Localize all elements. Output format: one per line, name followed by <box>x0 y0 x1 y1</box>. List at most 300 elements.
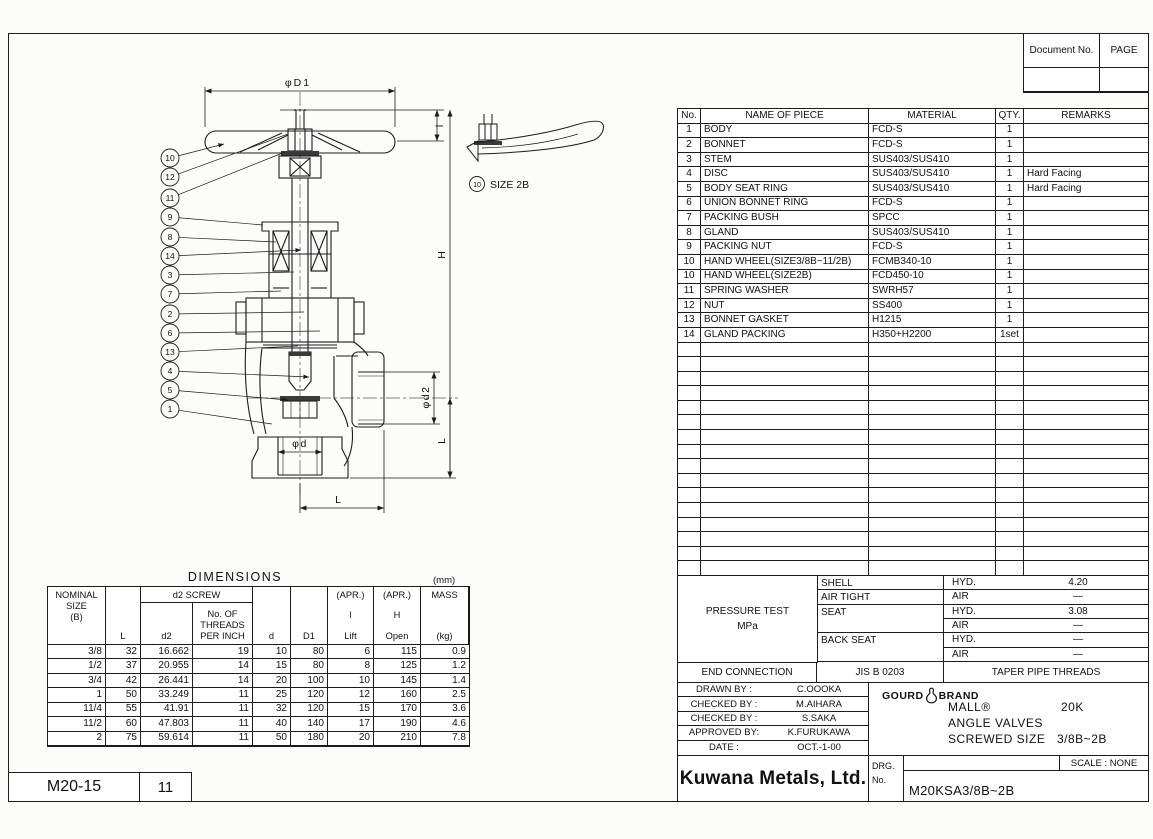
balloon-number: 13 <box>165 347 175 357</box>
signature-value: K.FURUKAWA <box>787 727 851 739</box>
balloon-number: 1 <box>167 404 173 414</box>
parts-empty-name <box>701 415 869 430</box>
parts-empty-no <box>678 430 701 445</box>
signature-row <box>678 726 868 740</box>
parts-cell-qty: 1 <box>996 313 1024 328</box>
parts-empty-name <box>701 459 869 474</box>
dims-cell: 8 <box>328 659 374 673</box>
parts-cell-remarks <box>1024 328 1148 343</box>
parts-empty-remarks <box>1024 474 1148 489</box>
dims-cell: 12 <box>328 688 374 702</box>
pressure-value: 4.20 <box>1068 577 1088 589</box>
parts-empty-qty <box>996 532 1024 547</box>
parts-empty-name <box>701 503 869 518</box>
parts-empty-no <box>678 372 701 387</box>
parts-cell-name: GLAND <box>701 226 869 241</box>
parts-cell-qty: 1 <box>996 211 1024 226</box>
brand-type: ANGLE VALVES <box>948 716 1043 730</box>
parts-empty-material <box>869 488 996 503</box>
signature-row <box>678 712 868 726</box>
dims-cell: 11/4 <box>48 703 106 717</box>
balloon-number: 11 <box>165 193 175 203</box>
pressure-value: — <box>1073 634 1083 646</box>
dims-cell: 11 <box>193 732 253 746</box>
parts-cell-no: 9 <box>678 240 701 255</box>
scale-label: SCALE : NONE <box>1059 756 1148 770</box>
parts-empty-material <box>869 518 996 533</box>
parts-cell-qty: 1 <box>996 124 1024 139</box>
parts-empty-no <box>678 401 701 416</box>
parts-list-table <box>677 108 1149 577</box>
header-open: (APR.) H Open <box>374 587 421 645</box>
parts-cell-remarks <box>1024 255 1148 270</box>
parts-header-qty: QTY. <box>996 109 1024 124</box>
parts-empty-no <box>678 386 701 401</box>
balloon-leader <box>179 391 288 400</box>
parts-empty-remarks <box>1024 415 1148 430</box>
dims-cell: 80 <box>291 659 328 673</box>
signature-label: APPROVED BY: <box>688 727 760 739</box>
balloon-number: 2 <box>167 309 173 319</box>
parts-cell-material: SUS403/SUS410 <box>869 226 996 241</box>
dims-cell: 11/2 <box>48 717 106 731</box>
parts-empty-qty <box>996 372 1024 387</box>
header-d: d <box>253 587 291 645</box>
pressure-value-row <box>944 576 1148 590</box>
brand-size-label: SCREWED SIZE <box>948 732 1046 746</box>
parts-empty-no <box>678 415 701 430</box>
dimensions-unit: (mm) <box>433 575 456 586</box>
dims-cell: 2 <box>48 732 106 746</box>
balloon-leader <box>179 331 320 333</box>
balloon-number: 3 <box>167 270 173 280</box>
parts-cell-qty: 1 <box>996 197 1024 212</box>
dims-cell: 120 <box>291 703 328 717</box>
parts-cell-material: SWRH57 <box>869 284 996 299</box>
dims-cell: 11 <box>193 688 253 702</box>
parts-empty-no <box>678 343 701 358</box>
header-d2: d2 <box>141 603 193 645</box>
signature-value: M.AIHARA <box>796 698 842 710</box>
dims-cell: 20 <box>253 674 291 688</box>
size2b-note <box>470 177 530 192</box>
pressure-value-row <box>944 590 1148 604</box>
balloon-leader <box>179 218 263 225</box>
parts-empty-no <box>678 503 701 518</box>
parts-cell-remarks <box>1024 124 1148 139</box>
balloon-number: 8 <box>167 232 173 242</box>
gourd-icon <box>925 687 938 704</box>
dims-cell: 3.6 <box>421 703 469 717</box>
parts-cell-name: HAND WHEEL(SIZE3/8B~11/2B) <box>701 255 869 270</box>
drg-label-line1: DRG. <box>872 761 895 771</box>
dims-cell: 75 <box>106 732 141 746</box>
dims-cell: 59.614 <box>141 732 193 746</box>
parts-empty-remarks <box>1024 430 1148 445</box>
parts-empty-qty <box>996 459 1024 474</box>
dimensions-table <box>47 586 470 747</box>
balloon-leader <box>178 134 288 174</box>
dims-cell: 26.441 <box>141 674 193 688</box>
balloon-number: 12 <box>165 172 175 182</box>
parts-cell-name: BODY SEAT RING <box>701 182 869 197</box>
parts-empty-no <box>678 518 701 533</box>
dim-label-d: φd <box>292 438 308 450</box>
parts-cell-qty: 1set <box>996 328 1024 343</box>
dims-cell: 11 <box>193 703 253 717</box>
dims-cell: 47.803 <box>141 717 193 731</box>
document-no-value <box>1024 68 1100 92</box>
parts-cell-qty: 1 <box>996 270 1024 285</box>
dims-cell: 3/8 <box>48 645 106 659</box>
end-connection-label: END CONNECTION <box>678 662 817 683</box>
brand-logo-right: BRAND <box>938 689 980 702</box>
dims-cell: 50 <box>253 732 291 746</box>
parts-empty-name <box>701 343 869 358</box>
dims-cell: 50 <box>106 688 141 702</box>
dims-cell: 7.8 <box>421 732 469 746</box>
pressure-value: — <box>1073 620 1083 632</box>
size2b-balloon-number: 10 <box>473 181 481 189</box>
parts-cell-name: BONNET GASKET <box>701 313 869 328</box>
parts-empty-qty <box>996 503 1024 518</box>
parts-cell-name: BODY <box>701 124 869 139</box>
balloon-leader <box>179 312 304 314</box>
parts-cell-qty: 1 <box>996 240 1024 255</box>
brand-area <box>869 683 1148 755</box>
parts-cell-remarks <box>1024 197 1148 212</box>
signature-label: CHECKED BY : <box>690 712 758 724</box>
pressure-test-block <box>677 575 1149 684</box>
parts-cell-material: SUS403/SUS410 <box>869 182 996 197</box>
pressure-medium: AIR <box>952 620 969 632</box>
parts-empty-remarks <box>1024 532 1148 547</box>
balloon-leader <box>179 291 281 294</box>
signature-row <box>678 741 868 755</box>
test-backseat: BACK SEAT <box>817 633 944 662</box>
parts-empty-material <box>869 372 996 387</box>
parts-empty-name <box>701 518 869 533</box>
valve-drawing <box>0 55 670 530</box>
parts-cell-name: UNION BONNET RING <box>701 197 869 212</box>
parts-empty-material <box>869 343 996 358</box>
parts-empty-no <box>678 357 701 372</box>
end-connection-standard: JIS B 0203 <box>817 662 944 683</box>
dims-cell: 20 <box>328 732 374 746</box>
parts-cell-no: 5 <box>678 182 701 197</box>
parts-cell-material: H350+H2200 <box>869 328 996 343</box>
parts-empty-qty <box>996 488 1024 503</box>
parts-cell-remarks <box>1024 299 1148 314</box>
parts-empty-name <box>701 474 869 489</box>
parts-empty-remarks <box>1024 561 1148 576</box>
parts-cell-name: SPRING WASHER <box>701 284 869 299</box>
dims-cell: 10 <box>328 674 374 688</box>
parts-empty-material <box>869 415 996 430</box>
parts-empty-material <box>869 430 996 445</box>
parts-empty-name <box>701 561 869 576</box>
pressure-value-row <box>944 619 1148 633</box>
parts-cell-material: SS400 <box>869 299 996 314</box>
dims-cell: 14 <box>193 674 253 688</box>
pressure-test-title: PRESSURE TEST <box>705 606 790 617</box>
parts-cell-no: 10 <box>678 255 701 270</box>
document-no-label: Document No. <box>1024 34 1100 68</box>
balloon-leader <box>178 152 285 195</box>
signature-value: C.OOOKA <box>796 684 842 696</box>
parts-empty-name <box>701 401 869 416</box>
balloon-number: 7 <box>167 289 173 299</box>
pressure-medium: AIR <box>952 648 969 660</box>
parts-empty-no <box>678 445 701 460</box>
pressure-medium: AIR <box>952 591 969 603</box>
parts-empty-remarks <box>1024 518 1148 533</box>
dims-cell: 1 <box>48 688 106 702</box>
pressure-value-row <box>944 605 1148 619</box>
parts-empty-qty <box>996 518 1024 533</box>
pressure-value: 3.08 <box>1068 605 1088 617</box>
balloon-number: 10 <box>165 153 175 163</box>
parts-empty-remarks <box>1024 357 1148 372</box>
parts-cell-qty: 1 <box>996 182 1024 197</box>
parts-cell-remarks <box>1024 153 1148 168</box>
parts-empty-material <box>869 357 996 372</box>
parts-empty-remarks <box>1024 459 1148 474</box>
dim-label-d1: φD1 <box>284 77 312 89</box>
dims-cell: 42 <box>106 674 141 688</box>
dims-cell: 0.9 <box>421 645 469 659</box>
drg-no-label <box>869 756 904 801</box>
parts-cell-no: 4 <box>678 167 701 182</box>
parts-cell-no: 13 <box>678 313 701 328</box>
dims-cell: 55 <box>106 703 141 717</box>
parts-empty-no <box>678 532 701 547</box>
parts-empty-name <box>701 372 869 387</box>
parts-empty-material <box>869 503 996 518</box>
balloon-number: 5 <box>167 385 173 395</box>
dims-cell: 2.5 <box>421 688 469 702</box>
balloon-number: 4 <box>167 366 173 376</box>
parts-empty-qty <box>996 343 1024 358</box>
pressure-value-row <box>944 648 1148 662</box>
dims-cell: 25 <box>253 688 291 702</box>
dim-label-height: H <box>436 251 448 259</box>
parts-empty-name <box>701 547 869 562</box>
dim-label-l-side: L <box>436 438 448 444</box>
balloon-leader <box>179 272 294 275</box>
dims-cell: 180 <box>291 732 328 746</box>
title-block <box>677 682 1149 802</box>
dim-label-lift: l <box>434 124 446 128</box>
parts-empty-qty <box>996 430 1024 445</box>
parts-cell-remarks <box>1024 270 1148 285</box>
signature-row <box>678 683 868 697</box>
parts-cell-qty: 1 <box>996 284 1024 299</box>
parts-header-name: NAME OF PIECE <box>701 109 869 124</box>
dims-cell: 4.6 <box>421 717 469 731</box>
parts-cell-material: SUS403/SUS410 <box>869 167 996 182</box>
dims-cell: 100 <box>291 674 328 688</box>
parts-cell-name: PACKING BUSH <box>701 211 869 226</box>
parts-empty-material <box>869 532 996 547</box>
drawing-number: M20KSA3/8B~2B <box>909 783 1015 798</box>
dims-cell: 120 <box>291 688 328 702</box>
parts-empty-qty <box>996 547 1024 562</box>
parts-cell-qty: 1 <box>996 138 1024 153</box>
dims-cell: 41.91 <box>141 703 193 717</box>
parts-empty-material <box>869 445 996 460</box>
balloon-number: 9 <box>167 212 173 222</box>
pressure-test-unit: MPa <box>737 621 758 632</box>
parts-empty-no <box>678 488 701 503</box>
parts-cell-material: FCD-S <box>869 197 996 212</box>
pressure-test-values <box>944 576 1148 662</box>
parts-header-remarks: REMARKS <box>1024 109 1148 124</box>
size2b-handwheel-view <box>467 114 603 161</box>
brand-rating: 20K <box>1061 700 1084 714</box>
dims-cell: 11 <box>193 717 253 731</box>
dims-cell: 190 <box>374 717 421 731</box>
dims-cell: 40 <box>253 717 291 731</box>
body-seat-ring <box>280 396 320 401</box>
signature-label: DATE : <box>709 742 739 754</box>
parts-empty-remarks <box>1024 445 1148 460</box>
pressure-value-row <box>944 633 1148 647</box>
page-label: PAGE <box>1100 34 1148 68</box>
header-D1: D1 <box>291 587 328 645</box>
parts-cell-material: H1215 <box>869 313 996 328</box>
page-value <box>1100 68 1148 92</box>
parts-cell-no: 2 <box>678 138 701 153</box>
header-threads: No. OF THREADS PER INCH <box>193 603 253 645</box>
pressure-value: — <box>1073 591 1083 603</box>
parts-empty-qty <box>996 357 1024 372</box>
brand-logo-left: GOURD <box>882 689 924 702</box>
parts-cell-name: DISC <box>701 167 869 182</box>
parts-empty-qty <box>996 386 1024 401</box>
pressure-value: — <box>1073 648 1083 660</box>
parts-cell-name: HAND WHEEL(SIZE2B) <box>701 270 869 285</box>
parts-empty-no <box>678 474 701 489</box>
parts-cell-no: 11 <box>678 284 701 299</box>
dims-cell: 20.955 <box>141 659 193 673</box>
parts-empty-remarks <box>1024 488 1148 503</box>
parts-header-no: No. <box>678 109 701 124</box>
pressure-medium: HYD. <box>952 577 976 589</box>
parts-cell-qty: 1 <box>996 226 1024 241</box>
parts-cell-remarks <box>1024 284 1148 299</box>
dims-cell: 33.249 <box>141 688 193 702</box>
parts-cell-name: BONNET <box>701 138 869 153</box>
brand-size-value: 3/8B~2B <box>1057 732 1107 746</box>
parts-empty-material <box>869 474 996 489</box>
parts-cell-name: GLAND PACKING <box>701 328 869 343</box>
parts-cell-no: 10 <box>678 270 701 285</box>
parts-empty-no <box>678 459 701 474</box>
parts-cell-qty: 1 <box>996 153 1024 168</box>
parts-empty-remarks <box>1024 343 1148 358</box>
dims-cell: 3/4 <box>48 674 106 688</box>
parts-cell-remarks <box>1024 138 1148 153</box>
parts-cell-material: FCD-S <box>869 138 996 153</box>
parts-empty-name <box>701 357 869 372</box>
dims-cell: 145 <box>374 674 421 688</box>
outlet-flange <box>352 352 384 427</box>
signature-label: DRAWN BY : <box>696 684 752 696</box>
brand-product: MALL® <box>948 700 991 714</box>
parts-empty-remarks <box>1024 503 1148 518</box>
balloon-number: 6 <box>167 328 173 338</box>
parts-cell-material: FCD450-10 <box>869 270 996 285</box>
parts-cell-name: STEM <box>701 153 869 168</box>
sheet-number: 11 <box>157 778 174 796</box>
dims-cell: 6 <box>328 645 374 659</box>
spring-washer <box>281 151 319 156</box>
parts-empty-material <box>869 547 996 562</box>
test-shell: SHELL <box>817 576 944 590</box>
parts-empty-remarks <box>1024 547 1148 562</box>
parts-cell-remarks: Hard Facing <box>1024 182 1148 197</box>
parts-empty-name <box>701 532 869 547</box>
parts-cell-name: NUT <box>701 299 869 314</box>
parts-empty-name <box>701 430 869 445</box>
header-nominal-size: NOMINAL SIZE (B) <box>48 587 106 645</box>
parts-empty-material <box>869 401 996 416</box>
dims-cell: 14 <box>193 659 253 673</box>
parts-empty-qty <box>996 401 1024 416</box>
parts-cell-no: 8 <box>678 226 701 241</box>
doc-code: M20-15 <box>9 773 140 801</box>
parts-cell-remarks <box>1024 313 1148 328</box>
drg-label-line2: No. <box>872 775 887 786</box>
dim-label-l-bottom: L <box>335 494 341 506</box>
parts-empty-no <box>678 561 701 576</box>
dims-cell: 10 <box>253 645 291 659</box>
dims-cell: 125 <box>374 659 421 673</box>
dims-cell: 1.4 <box>421 674 469 688</box>
signature-value: OCT.-1-00 <box>797 742 841 754</box>
parts-cell-material: SPCC <box>869 211 996 226</box>
dims-cell: 1/2 <box>48 659 106 673</box>
end-connection-type: TAPER PIPE THREADS <box>991 667 1101 678</box>
header-L: L <box>106 587 141 645</box>
test-airtight: AIR TIGHT <box>817 590 944 604</box>
dimensions-rows <box>48 645 469 746</box>
parts-cell-qty: 1 <box>996 299 1024 314</box>
parts-cell-no: 6 <box>678 197 701 212</box>
doc-code-box <box>8 772 192 802</box>
pressure-medium: HYD. <box>952 605 976 617</box>
balloon-leader <box>179 237 276 242</box>
size2b-label: SIZE 2B <box>490 179 530 191</box>
scale-strip <box>904 756 1148 771</box>
parts-cell-remarks <box>1024 211 1148 226</box>
dims-cell: 60 <box>106 717 141 731</box>
parts-empty-qty <box>996 474 1024 489</box>
dims-cell: 210 <box>374 732 421 746</box>
parts-cell-no: 7 <box>678 211 701 226</box>
parts-cell-material: FCD-S <box>869 124 996 139</box>
pressure-medium: HYD. <box>952 634 976 646</box>
dims-cell: 170 <box>374 703 421 717</box>
parts-cell-material: FCD-S <box>869 240 996 255</box>
parts-cell-no: 1 <box>678 124 701 139</box>
signature-value: S.SAKA <box>801 712 837 724</box>
parts-empty-remarks <box>1024 401 1148 416</box>
balloon-leader <box>179 144 224 156</box>
parts-empty-remarks <box>1024 372 1148 387</box>
dims-cell: 37 <box>106 659 141 673</box>
